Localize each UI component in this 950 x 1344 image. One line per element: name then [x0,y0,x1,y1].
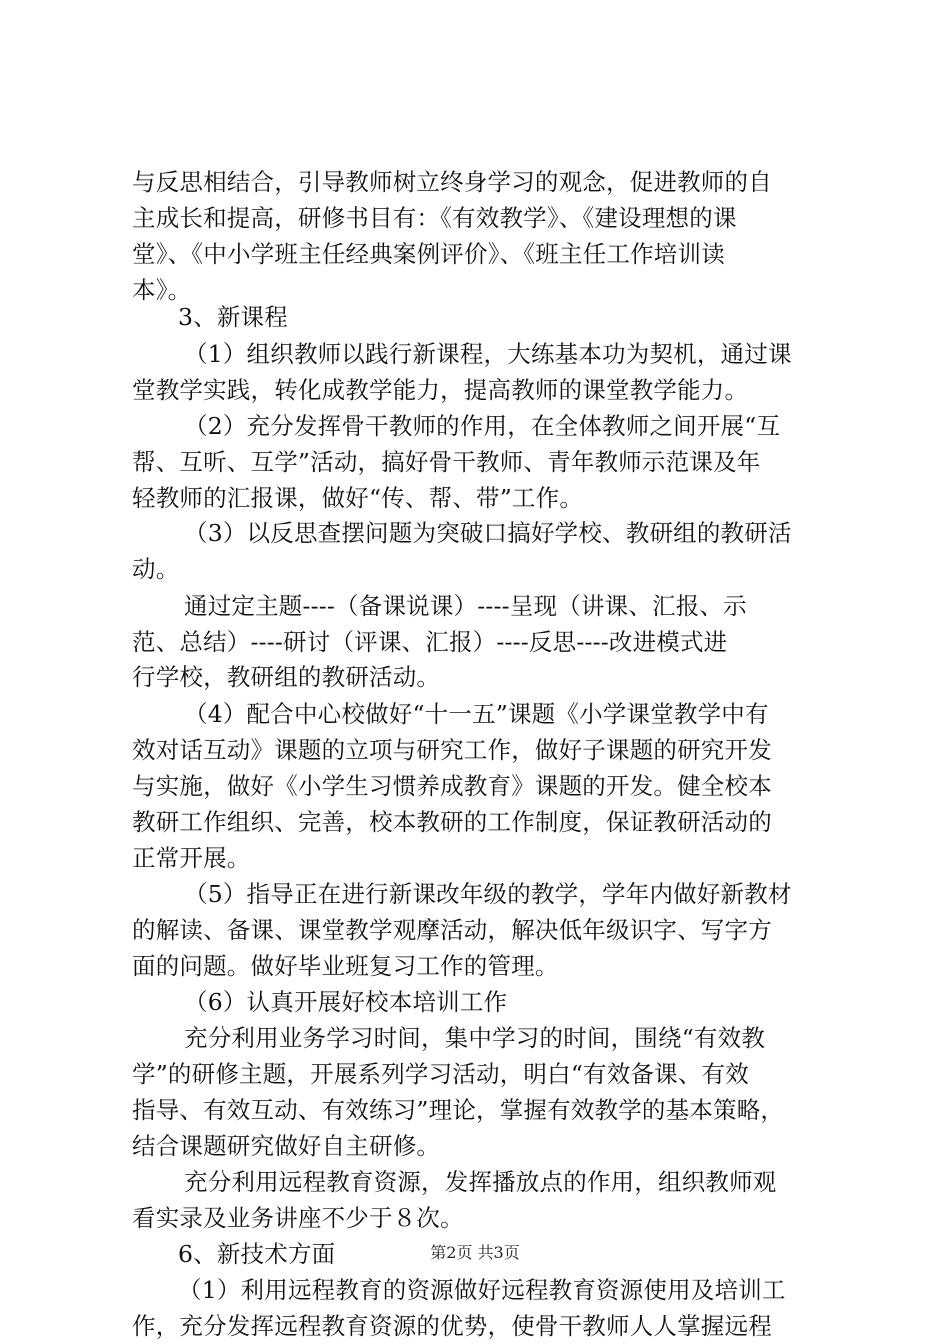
text-line: 行学校，教研组的教研活动。 [132,663,441,691]
text-line: 动。 [132,555,180,583]
text-line: 本》。 [132,276,192,304]
text-line: 学”的研修主题，开展系列学习活动，明白“有效备课、有效 [132,1060,749,1088]
text-line: 教研工作组织、完善，校本教研的工作制度，保证教研活动的 [132,808,772,836]
section-heading: 3、新课程 [178,303,288,331]
text-line: （6）认真开展好校本培训工作 [184,988,508,1016]
text-line: 效对话互动》课题的立项与研究工作，做好子课题的研究开发 [132,736,772,764]
text-line: 堂》、《中小学班主任经典案例评价》、《班主任工作培训读 [132,240,725,268]
text-line: （2）充分发挥骨干教师的作用，在全体教师之间开展“互 [184,412,781,440]
text-line: 结合课题研究做好自主研修。 [132,1132,441,1160]
text-line: 看实录及业务讲座不少于８次。 [132,1204,464,1232]
text-line: 堂教学实践，转化成教学能力，提高教师的课堂教学能力。 [132,376,749,404]
text-line: 充分利用业务学习时间，集中学习的时间，围绕“有效教 [184,1024,766,1052]
text-line: 面的问题。做好毕业班复习工作的管理。 [132,952,559,980]
text-line: 作，充分发挥远程教育资源的优势，使骨干教师人人掌握远程 [132,1312,772,1340]
text-line: 正常开展。 [132,844,251,872]
text-line: （1）组织教师以践行新课程，大练基本功为契机，通过课 [184,340,792,368]
text-line: 与实施，做好《小学生习惯养成教育》课题的开发。健全校本 [132,772,772,800]
text-line: （3）以反思查摆问题为突破口搞好学校、教研组的教研活 [184,519,792,547]
text-line: 轻教师的汇报课，做好“传、帮、带”工作。 [132,484,584,512]
section-heading: 6、新技术方面 [178,1240,336,1268]
text-line: 的解读、备课、课堂教学观摩活动，解决低年级识字、写字方 [132,916,772,944]
text-line: （1）利用远程教育的资源做好远程教育资源使用及培训工 [178,1276,786,1304]
text-line: 范、总结）----研讨（评课、汇报）----反思----改进模式进 [132,628,728,656]
text-line: 指导、有效互动、有效练习”理论，掌握有效教学的基本策略， [132,1096,785,1124]
text-line: 通过定主题----（备课说课）----呈现（讲课、汇报、示 [184,592,747,620]
text-line: （4）配合中心校做好“十一五”课题《小学课堂教学中有 [184,700,769,728]
page-footer: 第2页 共3页 [430,1243,520,1262]
text-line: 充分利用远程教育资源，发挥播放点的作用，组织教师观 [184,1168,777,1196]
text-line: 主成长和提高，研修书目有：《有效教学》、《建设理想的课 [132,204,737,232]
text-line: （5）指导正在进行新课改年级的教学，学年内做好新教材 [184,880,792,908]
text-line: 与反思相结合，引导教师树立终身学习的观念，促进教师的自 [132,168,772,196]
text-line: 帮、互听、互学”活动，搞好骨干教师、青年教师示范课及年 [132,448,761,476]
